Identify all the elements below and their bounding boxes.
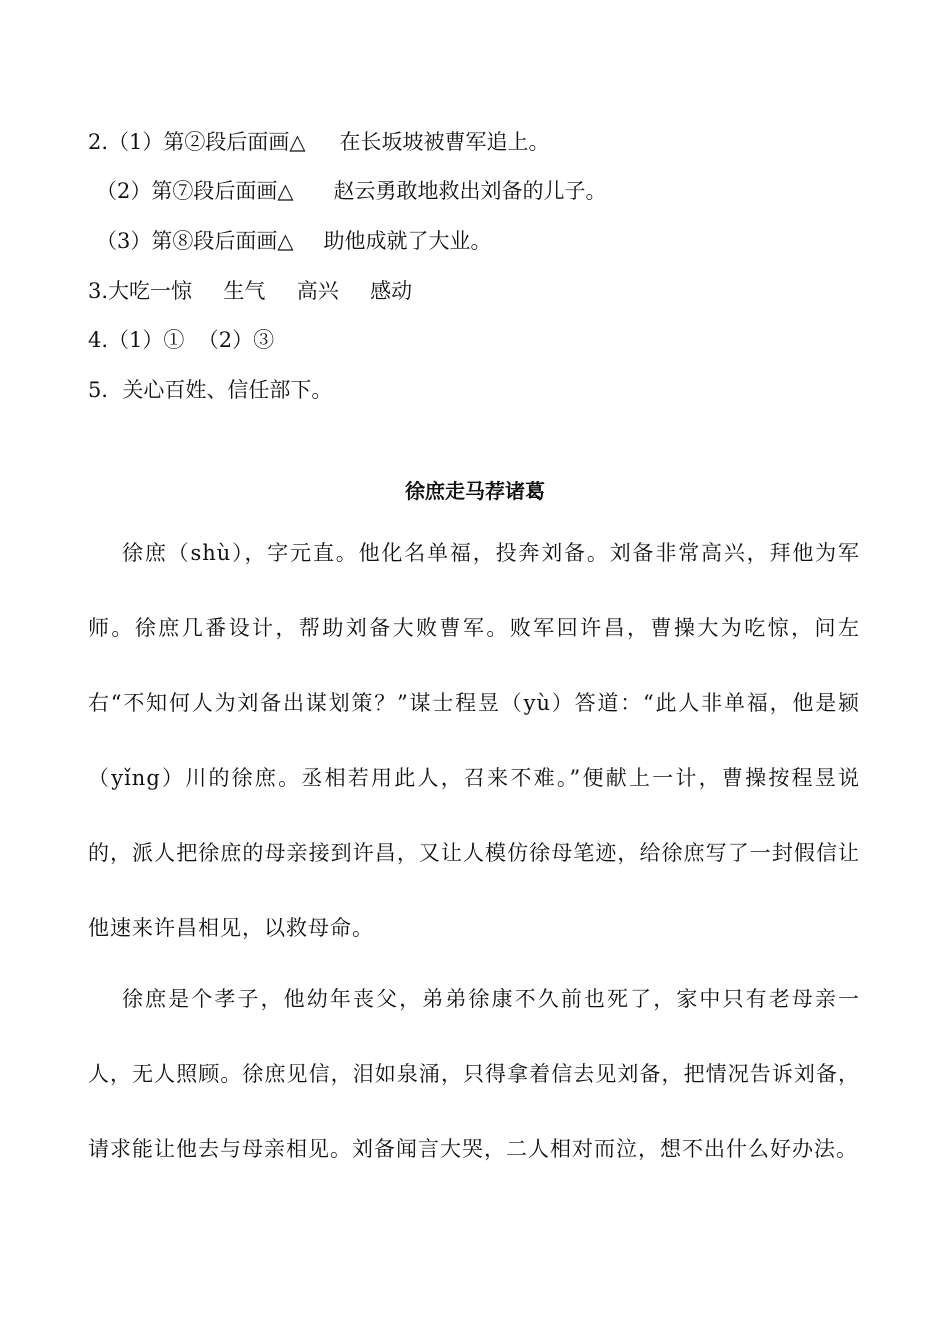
answer-3 — [88, 276, 412, 306]
article-paragraph-2: 徐庶是个孝子，他幼年丧父，弟弟徐康不久前也死了，家中只有老母亲一人，无人照顾。徐庶见信，泪如泉涌，只得拿着信去见刘备，把情况告诉刘备，请求能让他去与母亲相见。刘备闻言大哭，二人相对而泣，想不出什么好办法。 — [88, 987, 860, 1161]
answer-3-item: 感动 — [370, 279, 413, 303]
article-title: 徐庶走马荐诸葛 — [405, 479, 545, 503]
answer-2-3-text: 助他成就了大业。 — [323, 229, 492, 253]
answer-4: 4.（1）① （2）③ — [88, 328, 275, 352]
answer-3-item: 生气 — [223, 279, 266, 303]
answer-2-1-label: 2.（1）第②段后面画△ — [88, 130, 306, 154]
answer-2-3 — [96, 226, 492, 256]
article-paragraph-1: 徐庶（shù），字元直。他化名单福，投奔刘备。刘备非常高兴，拜他为军师。徐庶几番设计，帮助刘备大败曹军。败军回许昌，曹操大为吃惊，问左右“不知何人为刘备出谋划策？”谋士程昱（yù）答道：“此人非单福，他是颍（yǐng）川的徐庶。丞相若用此人，召来不难。”便献上一计，曹操按程昱说的，派人把徐庶的母亲接到许昌，又让人模仿徐母笔迹，给徐庶写了一封假信让他速来许昌相见，以救母命。 — [88, 541, 860, 940]
answer-3-label: 3.大吃一惊 — [88, 279, 193, 303]
answer-2-1 — [88, 127, 550, 157]
answer-3-item: 高兴 — [296, 279, 339, 303]
answer-2-1-text: 在长坂坡被曹军追上。 — [339, 130, 550, 154]
answer-2-2-text: 赵云勇敢地救出刘备的儿子。 — [333, 179, 607, 203]
answer-2-3-label: （3）第⑧段后面画△ — [96, 229, 294, 253]
answer-2-2 — [96, 176, 607, 206]
answer-5: 5．关心百姓、信任部下。 — [88, 378, 333, 402]
answer-2-2-label: （2）第⑦段后面画△ — [96, 179, 294, 203]
